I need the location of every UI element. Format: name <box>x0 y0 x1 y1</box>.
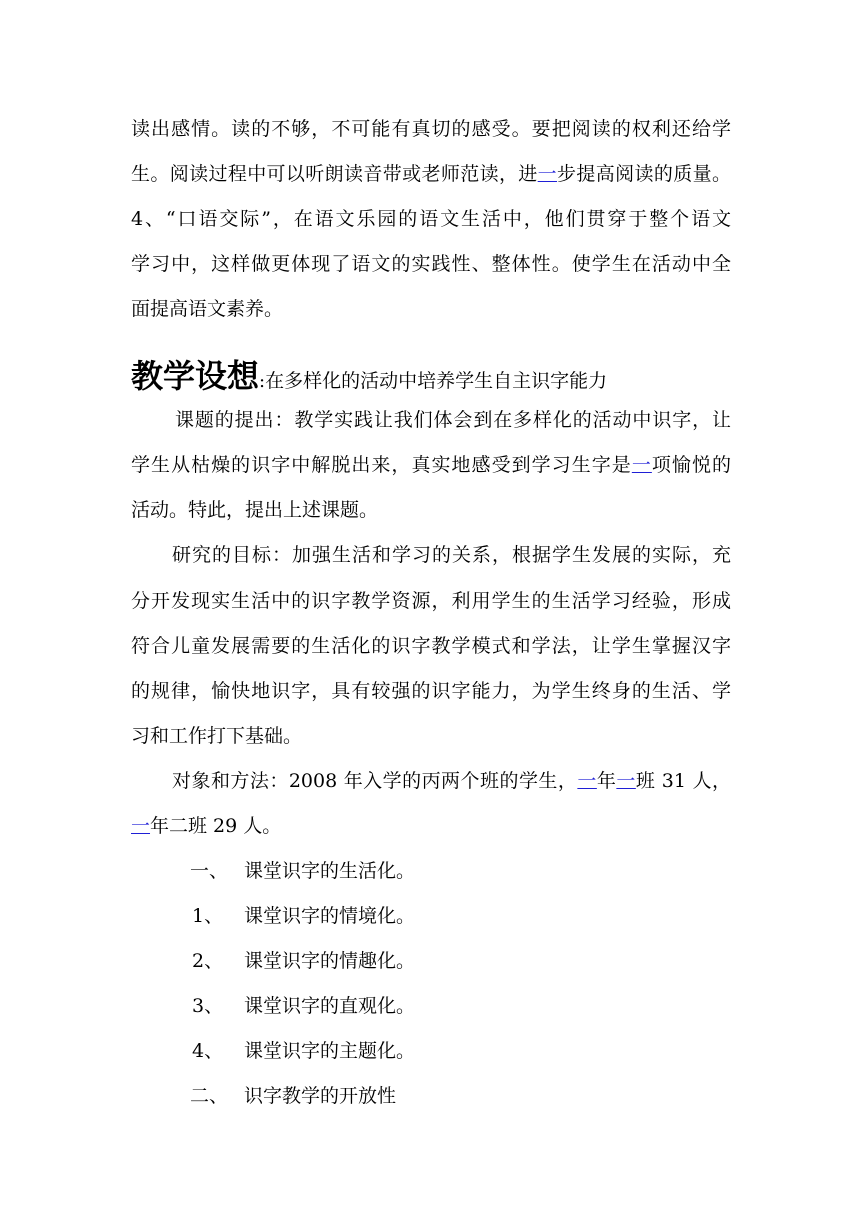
outline-marker: 4、 <box>192 1040 224 1062</box>
text-run: 班 31 人， <box>635 770 731 792</box>
text-run: 项愉悦的 <box>651 454 731 476</box>
outline-marker: 2、 <box>192 950 224 972</box>
outline-text: 课堂识字的直观化。 <box>244 995 416 1017</box>
outline-text: 课堂识字的情境化。 <box>244 905 416 927</box>
outline-item <box>0 994 860 1018</box>
text-run: 生。阅读过程中可以听朗读音带或老师范读，进 <box>131 163 538 185</box>
outline-marker: 一、 <box>190 860 229 882</box>
goal-paragraph-line-5: 习和工作打下基础。 <box>131 725 303 747</box>
text-run: 对象和方法：2008 年入学的丙两个班的学生， <box>172 770 578 792</box>
text-run: 步提高阅读的质量。 <box>557 163 731 185</box>
outline-item <box>0 949 860 973</box>
outline-text: 课堂识字的情趣化。 <box>244 950 416 972</box>
goal-paragraph-line-3: 符合儿童发展需要的生活化的识字教学模式和学法，让学生掌握汉字 <box>131 635 731 657</box>
outline-marker: 1、 <box>192 905 224 927</box>
goal-paragraph-line-4: 的规律，愉快地识字，具有较强的识字能力，为学生终身的生活、学 <box>131 680 731 702</box>
outline-item <box>0 1084 860 1108</box>
topic-paragraph-line-1: 课题的提出：教学实践让我们体会到在多样化的活动中识字，让 <box>175 409 731 431</box>
outline-marker: 3、 <box>192 995 224 1017</box>
outline-item <box>0 859 860 883</box>
hyperlink-yi[interactable]: 一 <box>131 815 151 837</box>
text-run: 年二班 29 人。 <box>150 815 282 837</box>
heading-title: 教学设想 <box>131 357 260 395</box>
text-run: 学生从枯燥的识字中解脱出来，真实地感受到学习生字是 <box>131 454 632 476</box>
goal-paragraph-line-2: 分开发现实生活中的识字教学资源，利用学生的生活学习经验，形成 <box>131 590 731 612</box>
paragraph-oral-line-2: 学习中，这样做更体现了语文的实践性、整体性。使学生在活动中全 <box>131 253 731 275</box>
goal-paragraph-line-1: 研究的目标：加强生活和学习的关系，根据学生发展的实际，充 <box>172 544 731 566</box>
topic-paragraph-line-3: 活动。特此，提出上述课题。 <box>131 499 379 521</box>
outline-item <box>0 1039 860 1063</box>
outline-text: 识字教学的开放性 <box>244 1085 397 1107</box>
text-run: 年 <box>596 770 617 792</box>
outline-text: 课堂识字的生活化。 <box>244 860 416 882</box>
subjects-paragraph-line-1 <box>172 769 731 793</box>
paragraph-oral-line-1: 4、“口语交际”，在语文乐园的语文生活中，他们贯穿于整个语文 <box>131 208 731 230</box>
hyperlink-yi[interactable]: 一 <box>631 454 652 476</box>
topic-paragraph-line-2 <box>131 453 731 477</box>
hyperlink-yi[interactable]: 一 <box>537 163 558 185</box>
hyperlink-yi[interactable]: 一 <box>616 770 636 792</box>
section-heading <box>131 356 607 402</box>
outline-marker: 二、 <box>190 1085 229 1107</box>
hyperlink-yi[interactable]: 一 <box>577 770 597 792</box>
subjects-paragraph-line-2 <box>131 814 731 838</box>
outline-item <box>0 904 860 928</box>
heading-separator: : <box>259 371 266 392</box>
paragraph-oral-line-3: 面提高语文素养。 <box>131 298 284 320</box>
outline-text: 课堂识字的主题化。 <box>244 1040 416 1062</box>
heading-subtitle: 在多样化的活动中培养学生自主识字能力 <box>265 370 608 392</box>
paragraph-reading-line-2 <box>131 162 731 186</box>
paragraph-reading-line-1: 读出感情。读的不够，不可能有真切的感受。要把阅读的权利还给学 <box>131 118 731 140</box>
